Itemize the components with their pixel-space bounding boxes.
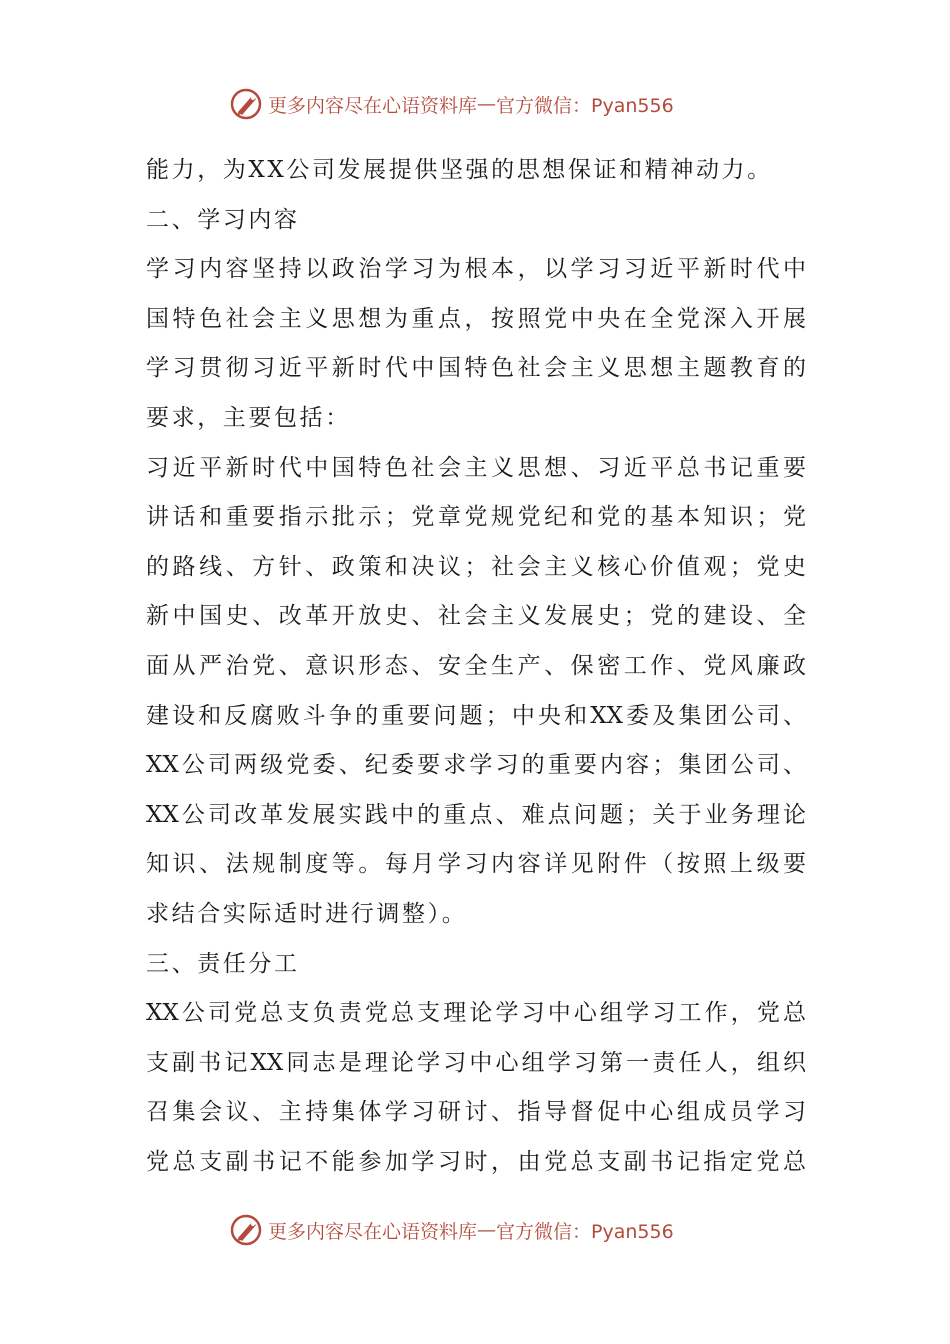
document-body: [146, 146, 806, 1187]
banner-separator: —: [477, 1219, 497, 1241]
text-line: 要求，主要包括：: [146, 404, 351, 431]
text-line: 能力，为XX公司发展提供坚强的思想保证和精神动力。: [146, 157, 773, 183]
text-line: 支副书记XX同志是理论学习中心组学习第一责任人，组织: [146, 1049, 806, 1076]
text-line: XX公司党总支负责党总支理论学习中心组学习工作，党总: [146, 1000, 806, 1027]
text-line: XX公司两级党委、纪委要求学习的重要内容；集团公司、: [146, 752, 806, 779]
text-line: XX公司改革发展实践中的重点、难点问题；关于业务理论: [146, 801, 806, 828]
section-heading: 二、学习内容: [146, 206, 300, 233]
text-line: 召集会议、主持集体学习研讨、指导督促中心组成员学习: [146, 1099, 806, 1126]
pen-nib-logo-icon: [228, 1212, 264, 1248]
text-line: 学习贯彻习近平新时代中国特色社会主义思想主题教育的: [146, 355, 806, 382]
text-line: 的路线、方针、政策和决议；社会主义核心价值观；党史: [146, 553, 806, 580]
banner-wechat: 官方微信：Pyan556: [496, 94, 674, 117]
text-line: 建设和反腐败斗争的重要问题；中央和XX委及集团公司、: [146, 702, 806, 729]
banner-slogan: 更多内容尽在心语资料库: [268, 94, 478, 117]
watermark-banner-bottom: [228, 1210, 728, 1250]
section-heading: 三、责任分工: [146, 950, 300, 977]
banner-wechat: 官方微信：Pyan556: [496, 1220, 674, 1243]
text-line: 知识、法规制度等。每月学习内容详见附件（按照上级要: [146, 851, 806, 878]
pen-nib-logo-icon: [228, 86, 264, 122]
text-line: 讲话和重要指示批示；党章党规党纪和党的基本知识；党: [146, 504, 806, 531]
text-line: 学习内容坚持以政治学习为根本，以学习习近平新时代中: [146, 256, 806, 283]
banner-separator: —: [477, 93, 497, 115]
text-line: 习近平新时代中国特色社会主义思想、习近平总书记重要: [146, 454, 806, 481]
text-line: 国特色社会主义思想为重点，按照党中央在全党深入开展: [146, 305, 806, 332]
text-line: 新中国史、改革开放史、社会主义发展史；党的建设、全: [146, 603, 806, 630]
text-line: 求结合实际适时进行调整）。: [146, 900, 468, 927]
banner-slogan: 更多内容尽在心语资料库: [268, 1220, 478, 1243]
text-line: 面从严治党、意识形态、安全生产、保密工作、党风廉政: [146, 652, 806, 679]
watermark-banner-top: [228, 84, 728, 124]
text-line: 党总支副书记不能参加学习时，由党总支副书记指定党总: [146, 1148, 806, 1175]
